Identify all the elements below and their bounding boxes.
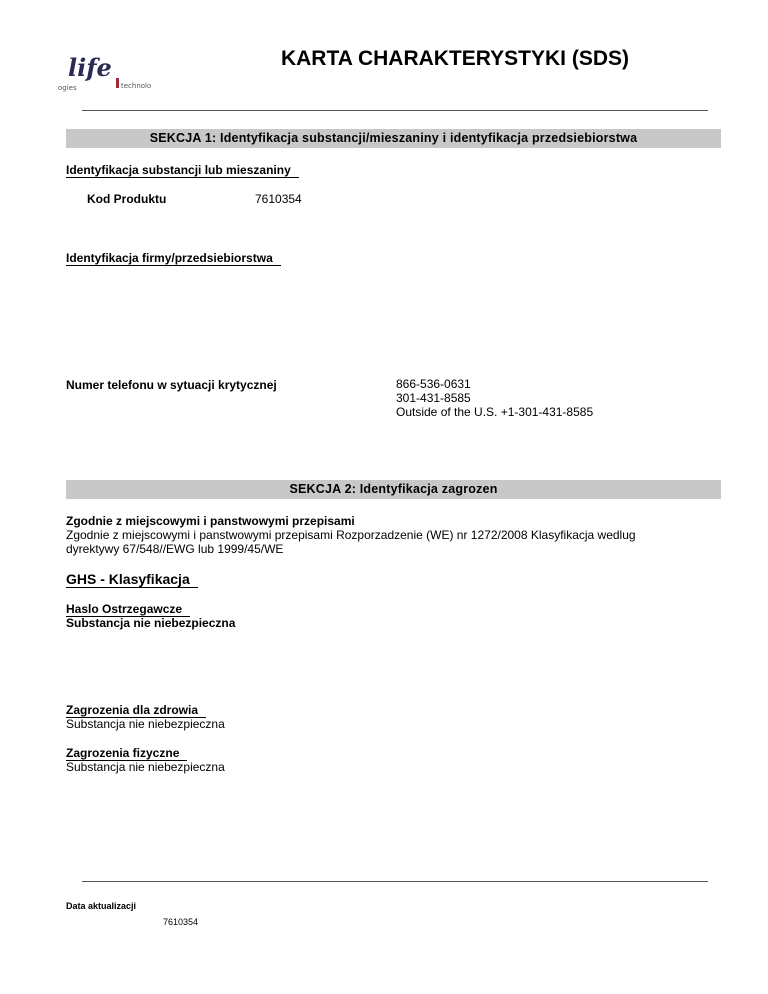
substance-identification-heading [66, 163, 299, 178]
physical-hazards-label: Zagrozenia fizyczne [66, 746, 187, 761]
emergency-phone-3: Outside of the U.S. +1-301-431-8585 [396, 405, 594, 419]
section-1-heading: SEKCJA 1: Identyfikacja substancji/mieszaniny i identyfikacja przedsiebiorstwa [66, 129, 721, 148]
signal-word-value: Substancja nie niebezpieczna [66, 616, 236, 630]
footer-product-code: 7610354 [163, 917, 199, 927]
document-title: KARTA CHARAKTERYSTYKI (SDS) [280, 47, 630, 70]
physical-hazards-value: Substancja nie niebezpieczna [66, 760, 225, 774]
section-2-heading: SEKCJA 2: Identyfikacja zagrozen [66, 480, 721, 499]
regulations-line-1: Zgodnie z miejscowymi i panstwowymi przepisami Rozporzadzenie (WE) nr 1272/2008 Klasyfikacja wedlug [66, 528, 636, 542]
company-logo [58, 50, 158, 94]
health-hazards-value: Substancja nie niebezpieczna [66, 717, 225, 731]
logo-accent-bar [116, 78, 119, 88]
logo-tagline-right: technolo [121, 82, 152, 90]
logo-word: life [68, 53, 112, 82]
signal-word-heading [66, 602, 190, 617]
header-divider [82, 110, 708, 111]
signal-word-label: Haslo Ostrzegawcze [66, 602, 190, 617]
revision-date-label: Data aktualizacji [66, 901, 137, 911]
physical-hazards-heading [66, 746, 187, 761]
product-code-value: 7610354 [255, 192, 302, 206]
ghs-classification-label: GHS - Klasyfikacja [66, 571, 198, 588]
emergency-phone-list [396, 377, 593, 419]
company-identification-label: Identyfikacja firmy/przedsiebiorstwa [66, 251, 281, 266]
logo-mark [58, 50, 158, 94]
company-identification-heading [66, 251, 281, 266]
footer-divider [82, 881, 708, 882]
logo-tagline-left: ogies [58, 84, 77, 92]
regulations-heading: Zgodnie z miejscowymi i panstwowymi przepisami [66, 514, 355, 528]
emergency-phone-1: 866-536-0631 [396, 377, 471, 391]
product-code-label: Kod Produktu [87, 192, 167, 206]
substance-identification-label: Identyfikacja substancji lub mieszaniny [66, 163, 299, 178]
regulations-line-2: dyrektywy 67/548//EWG lub 1999/45/WE [66, 542, 284, 556]
health-hazards-label: Zagrozenia dla zdrowia [66, 703, 206, 718]
ghs-classification-heading [66, 571, 198, 588]
emergency-phone-label: Numer telefonu w sytuacji krytycznej [66, 378, 277, 392]
regulations-text [66, 528, 636, 556]
emergency-phone-2: 301-431-8585 [396, 391, 471, 405]
health-hazards-heading [66, 703, 206, 718]
